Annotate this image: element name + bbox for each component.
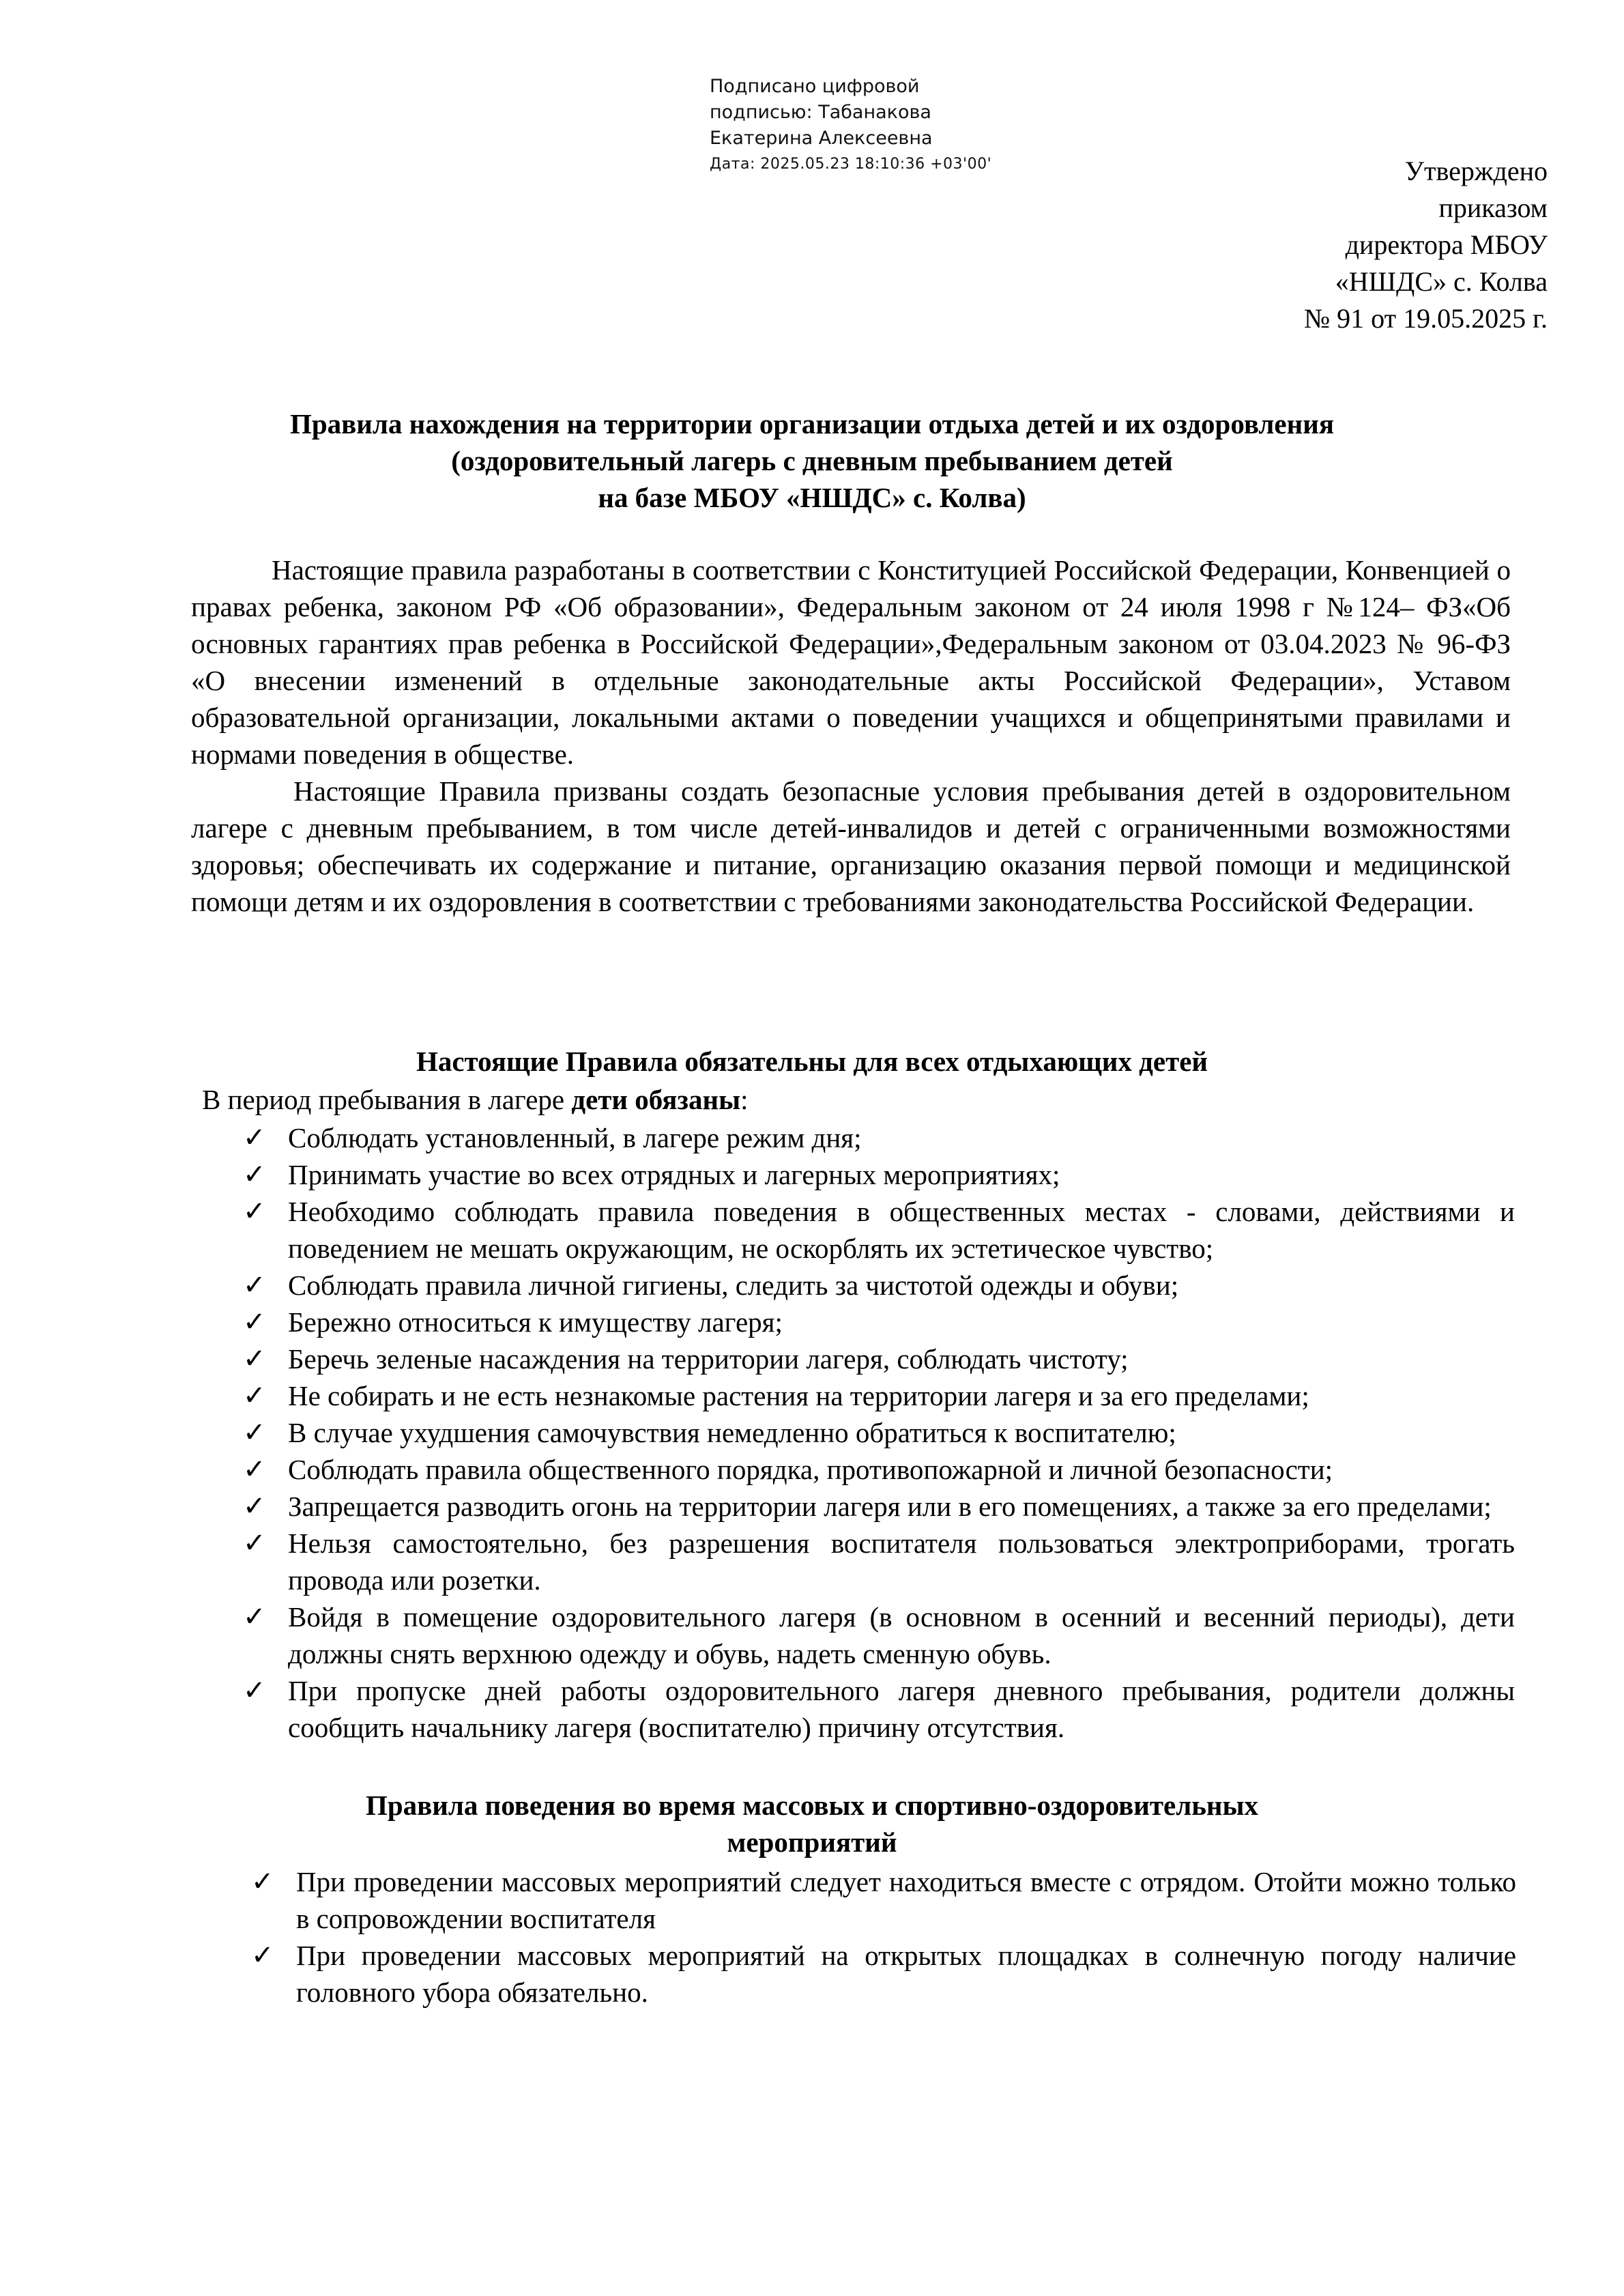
signature-line-1: Подписано цифровой (710, 76, 920, 97)
list-item (247, 1937, 1516, 2011)
list-item-text: Нельзя самостоятельно, без разрешения воспитателя пользоваться электроприборами, трогать провода или розетки. (288, 1527, 1515, 1596)
title-line-1: Правила нахождения на территории организации отдыха детей и их оздоровления (289, 408, 1335, 440)
list-item (239, 1267, 1515, 1304)
list-item (239, 1340, 1515, 1377)
list-item-text: Войдя в помещение оздоровительного лагеря (в основном в осенний и весенний периоды), дети должны снять верхнюю одежду и обувь, надеть сменную обувь. (288, 1601, 1515, 1669)
checkmark-icon: ✓ (243, 1269, 266, 1301)
list-item (239, 1156, 1515, 1193)
list-item (247, 1863, 1516, 1937)
checkmark-icon: ✓ (243, 1196, 266, 1227)
title-line-3: на базе МБОУ «НШДС» с. Колва) (598, 482, 1026, 513)
duties-checklist (239, 1119, 1515, 1746)
duties-lead-suffix: : (740, 1084, 749, 1115)
checkmark-icon: ✓ (243, 1122, 266, 1153)
approval-line-4: «НШДС» с. Колва (1335, 266, 1548, 297)
list-item (239, 1672, 1515, 1746)
list-item-text: Бережно относиться к имуществу лагеря; (288, 1306, 783, 1338)
list-item-text: Соблюдать правила общественного порядка, противопожарной и личной безопасности; (288, 1454, 1333, 1485)
list-item (239, 1598, 1515, 1672)
intro-paragraph-1: Настоящие правила разработаны в соответствии с Конституцией Российской Федерации, Конвенцией о правах ребенка, законом РФ «Об образовании», Федеральным законом от 24 июля 1998 г №124– ФЗ«Об основных гарантиях прав ребенка в Российской Федерации»,Федеральным законом от 03.04.2023 № 96-ФЗ «О внесении изменений в отдельные законодательные акты Российской Федерации», Уставом образовательной организации, локальными актами о поведении учащихся и общепринятыми правилами и нормами поведения в обществе. (191, 554, 1511, 770)
signature-line-2: подписью: Табанакова (710, 102, 931, 123)
list-item-text: Необходимо соблюдать правила поведения в общественных местах - словами, действиями и поведением не мешать окружающим, не оскорблять их эстетическое чувство; (288, 1196, 1515, 1264)
list-item-text: При проведении массовых мероприятий на открытых площадках в солнечную погоду наличие головного убора обязательно. (296, 1940, 1516, 2008)
list-item-text: Принимать участие во всех отрядных и лагерных мероприятиях; (288, 1159, 1060, 1190)
list-item (239, 1193, 1515, 1267)
document-title (102, 405, 1522, 516)
list-item-text: При пропуске дней работы оздоровительного лагеря дневного пребывания, родители должны сообщить начальнику лагеря (воспитателю) причину отсутствия. (288, 1675, 1515, 1743)
approval-block (1070, 153, 1548, 337)
duties-lead-prefix: В период пребывания в лагере (202, 1084, 572, 1115)
list-item (239, 1525, 1515, 1598)
events-heading-line-1: Правила поведения во время массовых и спортивно-оздоровительных (365, 1790, 1259, 1821)
intro-paragraph-2: Настоящие Правила призваны создать безопасные условия пребывания детей в оздоровительном лагере с дневным пребыванием, в том числе детей-инвалидов и детей с ограниченными возможностями здоровья; обеспечивать их содержание и питание, организацию оказания первой помощи и медицинской помощи детям и их оздоровления в соответствии с требованиями законодательства Российской Федерации. (191, 775, 1511, 917)
events-heading-line-2: мероприятий (727, 1826, 897, 1858)
checkmark-icon: ✓ (243, 1491, 266, 1522)
list-item-text: Не собирать и не есть незнакомые растения на территории лагеря и за его пределами; (288, 1380, 1309, 1411)
checkmark-icon: ✓ (243, 1159, 266, 1190)
list-item-text: В случае ухудшения самочувствия немедленно обратиться к воспитателю; (288, 1417, 1176, 1448)
approval-line-2: приказом (1438, 192, 1548, 223)
list-item-text: При проведении массовых мероприятий следует находиться вместе с отрядом. Отойти можно только в сопровождении воспитателя (296, 1866, 1516, 1934)
checkmark-icon: ✓ (243, 1675, 266, 1706)
checkmark-icon: ✓ (243, 1417, 266, 1448)
list-item-text: Беречь зеленые насаждения на территории лагеря, соблюдать чистоту; (288, 1343, 1129, 1375)
checkmark-icon: ✓ (243, 1343, 266, 1375)
list-item (239, 1451, 1515, 1488)
events-heading (102, 1787, 1522, 1861)
approval-line-1: Утверждено (1404, 156, 1548, 186)
digital-signature-stamp (710, 74, 991, 177)
duties-lead-text (202, 1081, 749, 1118)
events-checklist (247, 1863, 1516, 2011)
list-item (239, 1377, 1515, 1414)
checkmark-icon: ✓ (243, 1454, 266, 1485)
signature-date: Дата: 2025.05.23 18:10:36 +03'00' (710, 156, 992, 173)
title-line-2: (оздоровительный лагерь с дневным пребыванием детей (451, 445, 1173, 476)
checkmark-icon: ✓ (251, 1866, 274, 1897)
duties-lead-bold: дети обязаны (571, 1084, 741, 1115)
approval-line-3: директора МБОУ (1345, 229, 1548, 260)
checkmark-icon: ✓ (251, 1940, 274, 1971)
list-item (239, 1414, 1515, 1451)
checkmark-icon: ✓ (243, 1306, 266, 1338)
checkmark-icon: ✓ (243, 1380, 266, 1411)
intro-section (191, 551, 1511, 920)
signature-line-3: Екатерина Алексеевна (710, 128, 933, 149)
list-item-text: Соблюдать установленный, в лагере режим дня; (288, 1122, 862, 1153)
list-item-text: Запрещается разводить огонь на территории лагеря или в его помещениях, а также за его пределами; (288, 1491, 1492, 1522)
list-item-text: Соблюдать правила личной гигиены, следить за чистотой одежды и обуви; (288, 1269, 1179, 1301)
checkmark-icon: ✓ (243, 1601, 266, 1633)
list-item (239, 1119, 1515, 1156)
duties-heading: Настоящие Правила обязательны для всех отдыхающих детей (416, 1046, 1208, 1077)
checkmark-icon: ✓ (243, 1527, 266, 1559)
list-item (239, 1488, 1515, 1525)
list-item (239, 1304, 1515, 1340)
approval-line-5: № 91 от 19.05.2025 г. (1303, 303, 1548, 334)
